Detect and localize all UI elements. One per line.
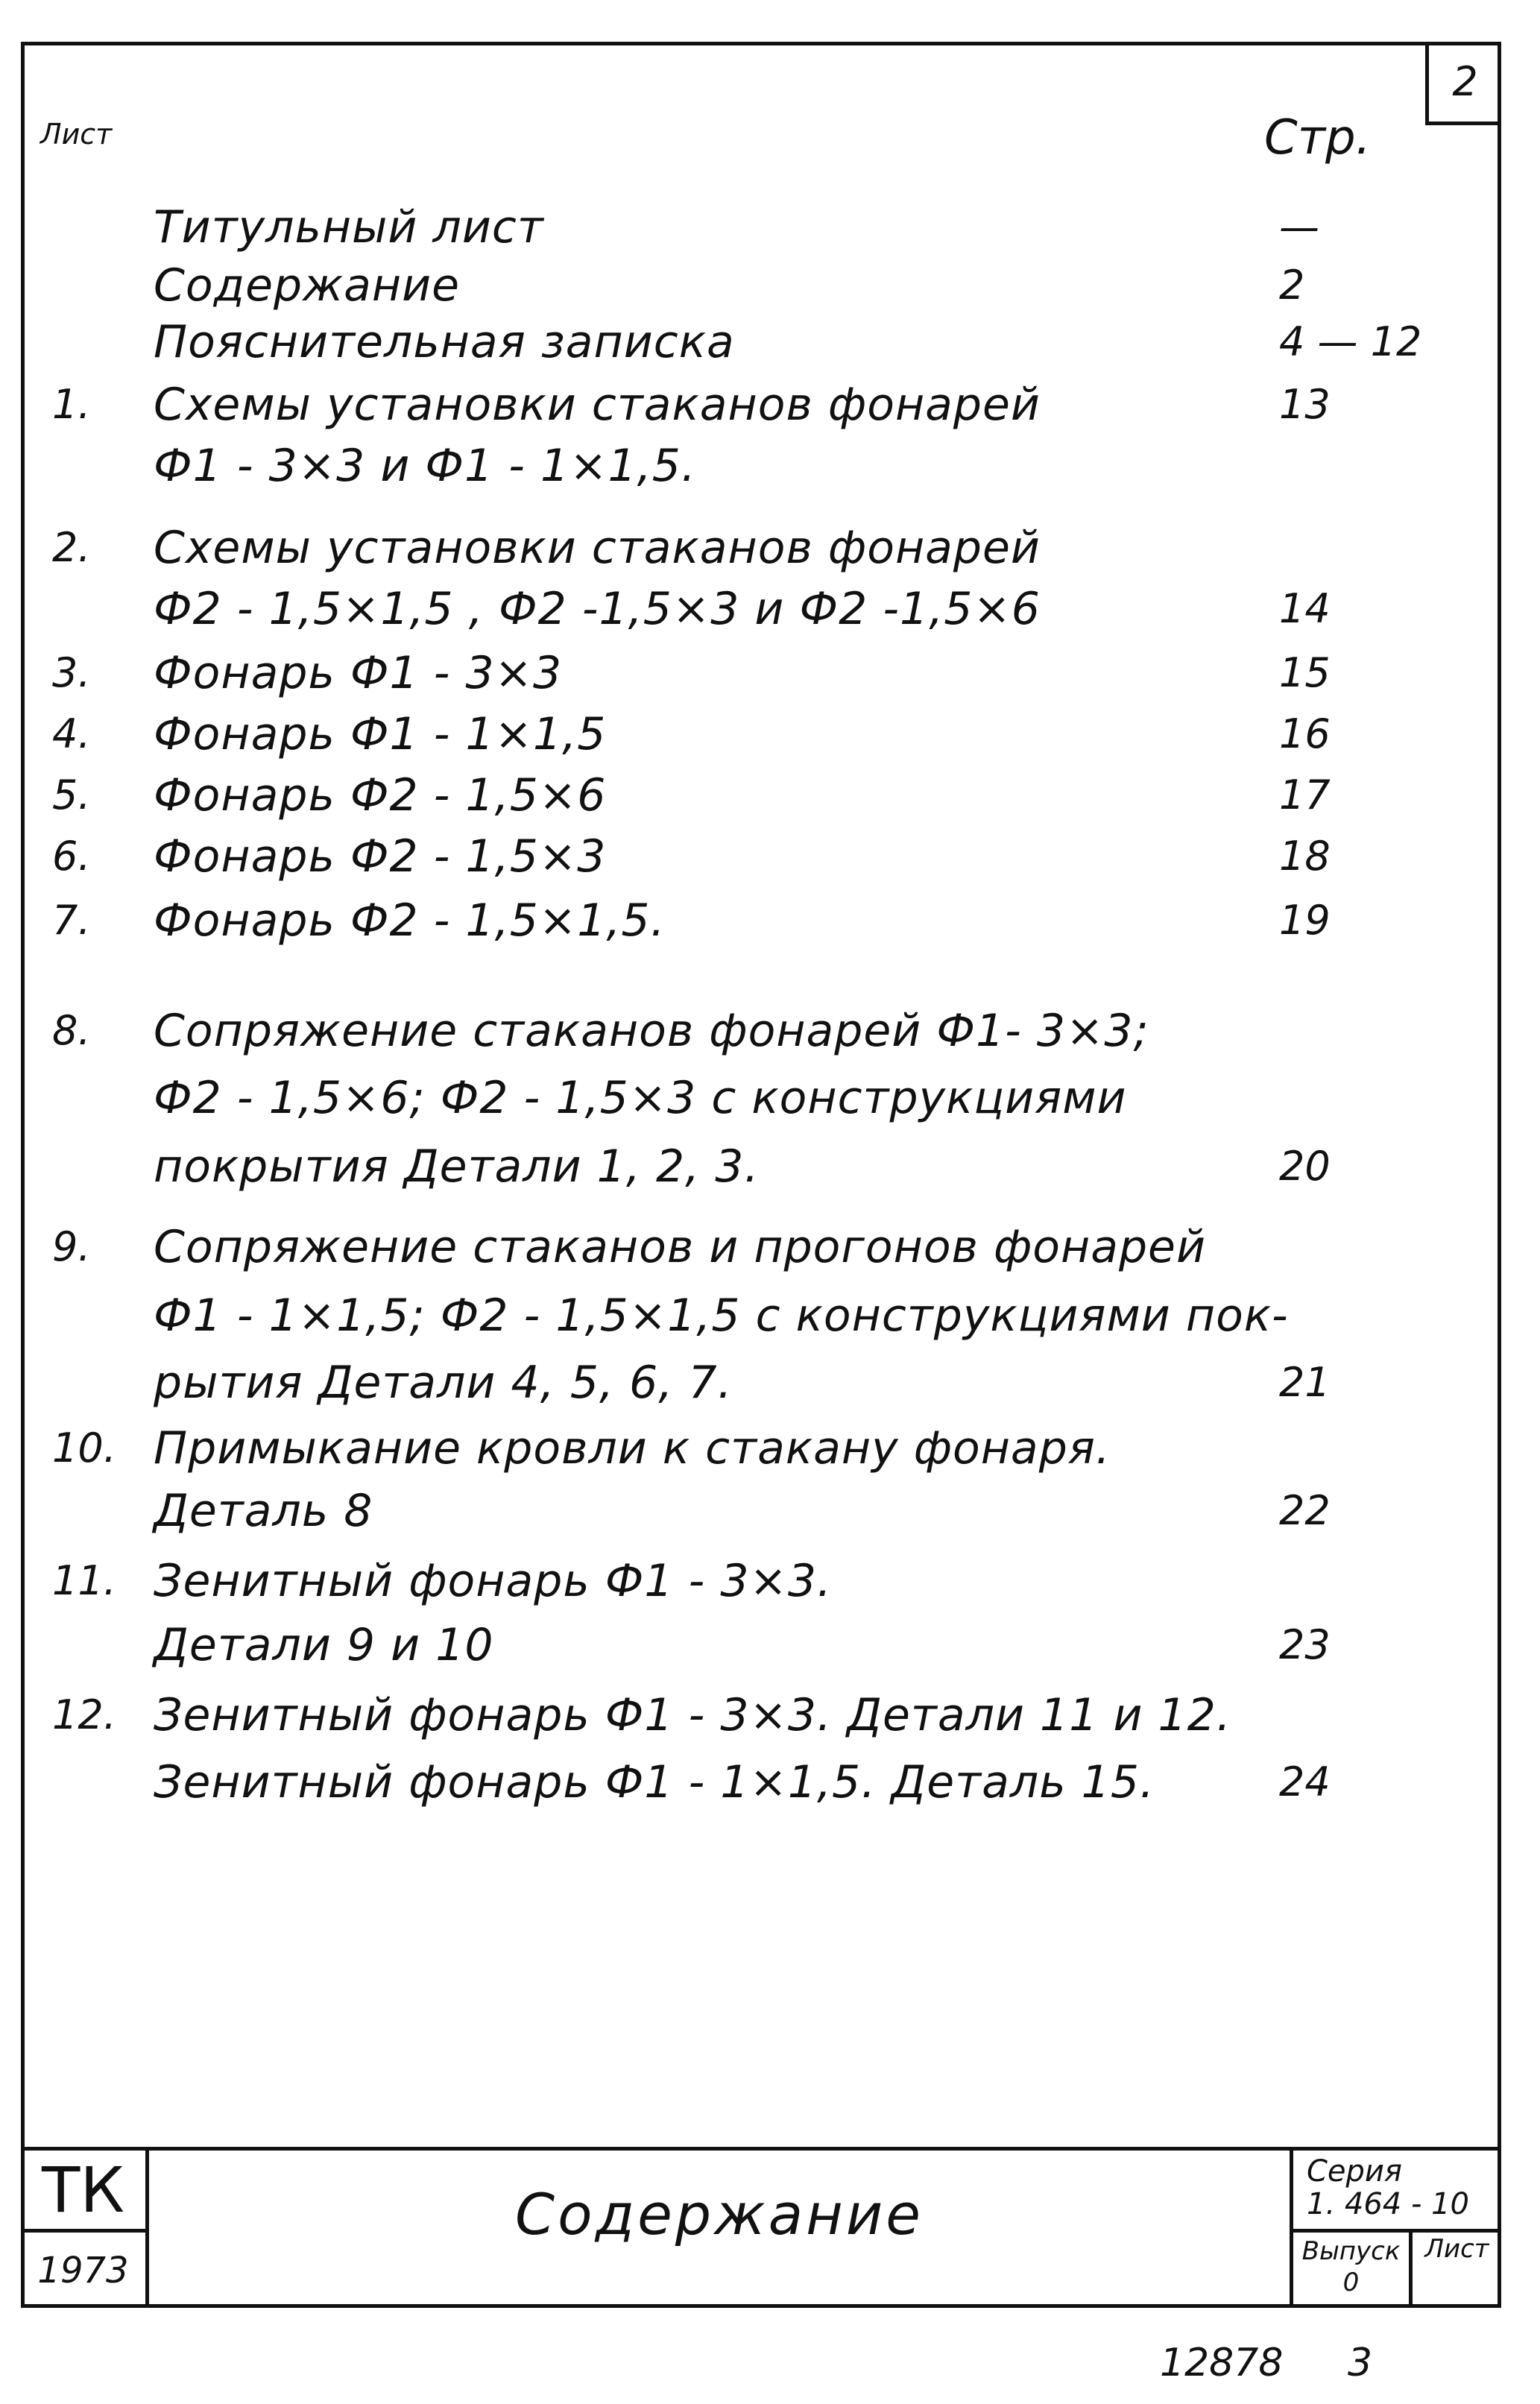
- year: 1973: [37, 2249, 129, 2291]
- item-number: 3.: [52, 649, 91, 696]
- title-block-left: [21, 2151, 149, 2308]
- contents-row: [0, 581, 1540, 637]
- item-page: 19: [1279, 897, 1331, 944]
- column-header-page: Стр.: [1264, 110, 1371, 165]
- sheet-number-box: [1425, 42, 1501, 125]
- item-page: 16: [1279, 710, 1331, 757]
- series-label: Серия: [1307, 2154, 1402, 2189]
- item-page: 17: [1279, 772, 1331, 818]
- column-header-sheet: Лист: [40, 118, 113, 151]
- issue-cell: [1293, 2233, 1413, 2308]
- contents-row: [0, 1288, 1540, 1343]
- contents-row: [0, 1483, 1540, 1539]
- contents-row: [0, 768, 1540, 823]
- item-title: Зенитный фонарь Ф1 - 3×3. Детали 11 и 12.: [154, 1689, 1231, 1741]
- item-number: 5.: [52, 772, 91, 818]
- contents-row: [0, 1355, 1540, 1410]
- contents-row: [0, 1139, 1540, 1194]
- contents-row: [0, 1220, 1540, 1275]
- item-title: Ф1 - 3×3 и Ф1 - 1×1,5.: [154, 440, 696, 492]
- item-page: 18: [1279, 833, 1331, 880]
- item-number: 9.: [52, 1223, 91, 1270]
- item-title: Схемы установки стаканов фонарей: [154, 379, 1041, 431]
- item-title: Содержание: [154, 259, 461, 312]
- item-title: Зенитный фонарь Ф1 - 1×1,5. Деталь 15.: [154, 1756, 1155, 1808]
- sheet-number: 2: [1452, 58, 1478, 105]
- item-page: 24: [1279, 1758, 1331, 1805]
- sheet-label-cell: Лист: [1424, 2234, 1489, 2264]
- item-title: рытия Детали 4, 5, 6, 7.: [154, 1357, 733, 1409]
- contents-row: [0, 1553, 1540, 1609]
- item-number: 8.: [52, 1007, 91, 1054]
- contents-row: [0, 438, 1540, 493]
- contents-row: [0, 646, 1540, 701]
- contents-row: [0, 1688, 1540, 1743]
- contents-row: [0, 893, 1540, 948]
- item-page: 15: [1279, 649, 1331, 696]
- item-number: 1.: [52, 381, 91, 428]
- item-page: 23: [1279, 1621, 1331, 1668]
- item-title: Ф2 - 1,5×1,5 , Ф2 -1,5×3 и Ф2 -1,5×6: [154, 583, 1041, 635]
- item-title: Ф1 - 1×1,5; Ф2 - 1,5×1,5 с конструкциями пок-: [154, 1290, 1289, 1342]
- item-number: 10.: [52, 1425, 116, 1471]
- item-page: 4 — 12: [1279, 318, 1422, 365]
- organization-mark: ТК: [21, 2151, 145, 2233]
- item-title: покрытия Детали 1, 2, 3.: [154, 1141, 760, 1193]
- title-block-right: [1290, 2151, 1501, 2308]
- item-page: 13: [1279, 381, 1331, 428]
- item-page: —: [1279, 204, 1319, 250]
- item-title: Сопряжение стаканов фонарей Ф1- 3×3;: [154, 1005, 1149, 1057]
- item-title: Примыкание кровли к стакану фонаря.: [154, 1422, 1111, 1474]
- contents-row: [0, 520, 1540, 575]
- contents-row: [0, 258, 1540, 313]
- series-cell: [1293, 2151, 1501, 2233]
- item-number: 11.: [52, 1557, 116, 1604]
- item-title: Фонарь Ф1 - 1×1,5: [154, 708, 607, 760]
- issue-value: 0: [1342, 2268, 1360, 2297]
- series-value: 1. 464 - 10: [1307, 2187, 1469, 2221]
- item-title: Деталь 8: [154, 1485, 373, 1537]
- item-title: Фонарь Ф2 - 1,5×1,5.: [154, 895, 666, 947]
- issue-label: Выпуск: [1301, 2236, 1401, 2266]
- contents-row: [0, 1755, 1540, 1810]
- item-title: Ф2 - 1,5×6; Ф2 - 1,5×3 с конструкциями: [154, 1072, 1127, 1124]
- contents-row: [0, 1070, 1540, 1126]
- contents-row: [0, 829, 1540, 884]
- item-number: 12.: [52, 1691, 116, 1738]
- item-title: Фонарь Ф2 - 1,5×6: [154, 769, 607, 821]
- item-title: Фонарь Ф2 - 1,5×3: [154, 830, 607, 883]
- contents-row: [0, 377, 1540, 432]
- item-number: 4.: [52, 710, 91, 757]
- item-number: 2.: [52, 524, 91, 571]
- item-title: Фонарь Ф1 - 3×3: [154, 647, 563, 699]
- contents-row: [0, 315, 1540, 370]
- archive-code: 12878: [1160, 2341, 1284, 2385]
- item-title: Схемы установки стаканов фонарей: [154, 522, 1041, 574]
- contents-row: [0, 707, 1540, 762]
- item-page: 22: [1279, 1487, 1331, 1534]
- contents-row: [0, 1618, 1540, 1673]
- item-page: 21: [1279, 1359, 1331, 1406]
- item-page: 2: [1279, 262, 1305, 309]
- document-title: Содержание: [515, 2181, 924, 2247]
- item-number: 6.: [52, 833, 91, 880]
- item-title: Зенитный фонарь Ф1 - 3×3.: [154, 1555, 833, 1607]
- item-page: 14: [1279, 585, 1331, 632]
- archive-page: 3: [1348, 2341, 1373, 2385]
- item-title: Пояснительная записка: [154, 316, 735, 368]
- item-title: Сопряжение стаканов и прогонов фонарей: [154, 1221, 1206, 1273]
- contents-row: [0, 200, 1540, 255]
- contents-row: [0, 1421, 1540, 1476]
- item-title: Детали 9 и 10: [154, 1619, 494, 1671]
- item-number: 7.: [52, 897, 91, 944]
- item-title: Титульный лист: [154, 201, 544, 253]
- title-block: [21, 2147, 1501, 2308]
- contents-row: [0, 1003, 1540, 1059]
- item-page: 20: [1279, 1143, 1331, 1190]
